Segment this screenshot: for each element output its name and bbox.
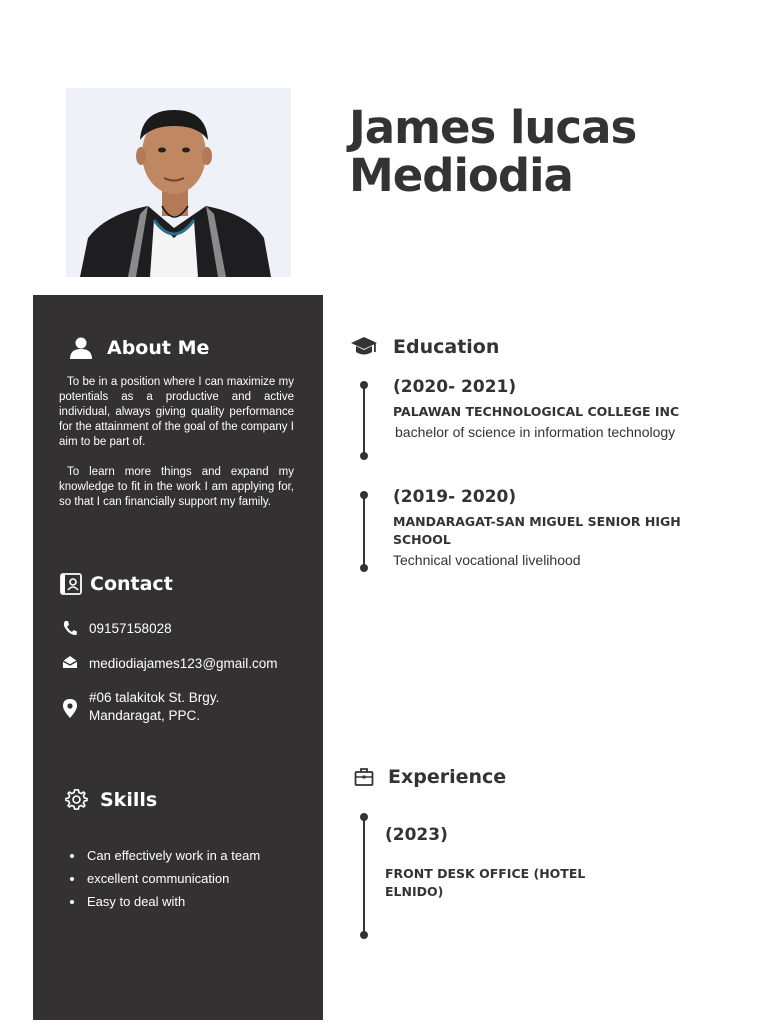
contact-card-icon xyxy=(60,573,82,595)
list-item: • Easy to deal with xyxy=(85,890,260,913)
phone-number[interactable]: 09157158028 xyxy=(89,621,172,636)
name-line-2: Mediodia xyxy=(349,149,573,202)
about-paragraph: To learn more things and expand my knowledge to fit in the work I am applying for, so that I can financially support my family. xyxy=(59,466,294,508)
entry-program: bachelor of science in information technology xyxy=(395,424,676,440)
education-heading xyxy=(350,336,499,358)
education-entry xyxy=(393,377,753,441)
contact-address xyxy=(61,689,219,725)
contact-heading xyxy=(60,573,173,595)
location-pin-icon xyxy=(61,689,79,718)
entry-years: (2020- 2021) xyxy=(393,377,517,397)
entry-school: MANDARAGAT-SAN MIGUEL SENIOR HIGH SCHOOL xyxy=(393,514,681,547)
mail-icon xyxy=(61,655,79,669)
entry-school: PALAWAN TECHNOLOGICAL COLLEGE INC xyxy=(393,404,680,419)
address-text xyxy=(89,689,219,725)
entry-program: Technical vocational livelihood xyxy=(393,552,581,568)
name-line-1: James lucas xyxy=(349,101,637,154)
profile-photo xyxy=(66,88,291,277)
contact-phone xyxy=(61,620,172,638)
contact-email xyxy=(61,655,278,673)
address-line-1: #06 talakitok St. Brgy. xyxy=(89,690,220,705)
candidate-name xyxy=(349,101,759,202)
skills-heading xyxy=(65,788,157,811)
contact-title: Contact xyxy=(90,573,173,595)
list-item: • excellent communication xyxy=(85,867,260,890)
about-heading xyxy=(69,337,209,359)
experience-title: Experience xyxy=(388,766,507,788)
entry-years: (2023) xyxy=(385,825,448,845)
skills-title: Skills xyxy=(100,788,158,811)
phone-icon xyxy=(61,620,79,636)
skills-list xyxy=(69,844,260,913)
gear-icon xyxy=(65,788,88,811)
timeline-line xyxy=(363,384,365,457)
briefcase-icon xyxy=(354,767,374,787)
about-paragraph: To be in a position where I can maximize my potentials as a productive and active individual, always giving quality performance for the attainment of the goal of the company I aim to be part of. xyxy=(59,376,294,448)
education-title: Education xyxy=(393,336,500,358)
education-entry xyxy=(393,487,723,569)
entry-position: FRONT DESK OFFICE (HOTEL ELNIDO) xyxy=(385,866,586,899)
user-icon xyxy=(69,337,93,359)
person-portrait-icon xyxy=(66,88,291,277)
graduation-cap-icon xyxy=(350,336,378,358)
email-address[interactable]: mediodiajames123@gmail.com xyxy=(89,656,278,671)
sidebar xyxy=(33,295,323,1020)
address-line-2: Mandaragat, PPC. xyxy=(89,708,201,723)
timeline-line xyxy=(363,816,365,936)
experience-heading xyxy=(354,766,506,788)
experience-entry xyxy=(385,825,635,901)
timeline-line xyxy=(363,494,365,569)
about-title: About Me xyxy=(107,337,210,359)
list-item: • Can effectively work in a team xyxy=(85,844,260,867)
entry-years: (2019- 2020) xyxy=(393,487,517,507)
about-text xyxy=(59,375,294,525)
